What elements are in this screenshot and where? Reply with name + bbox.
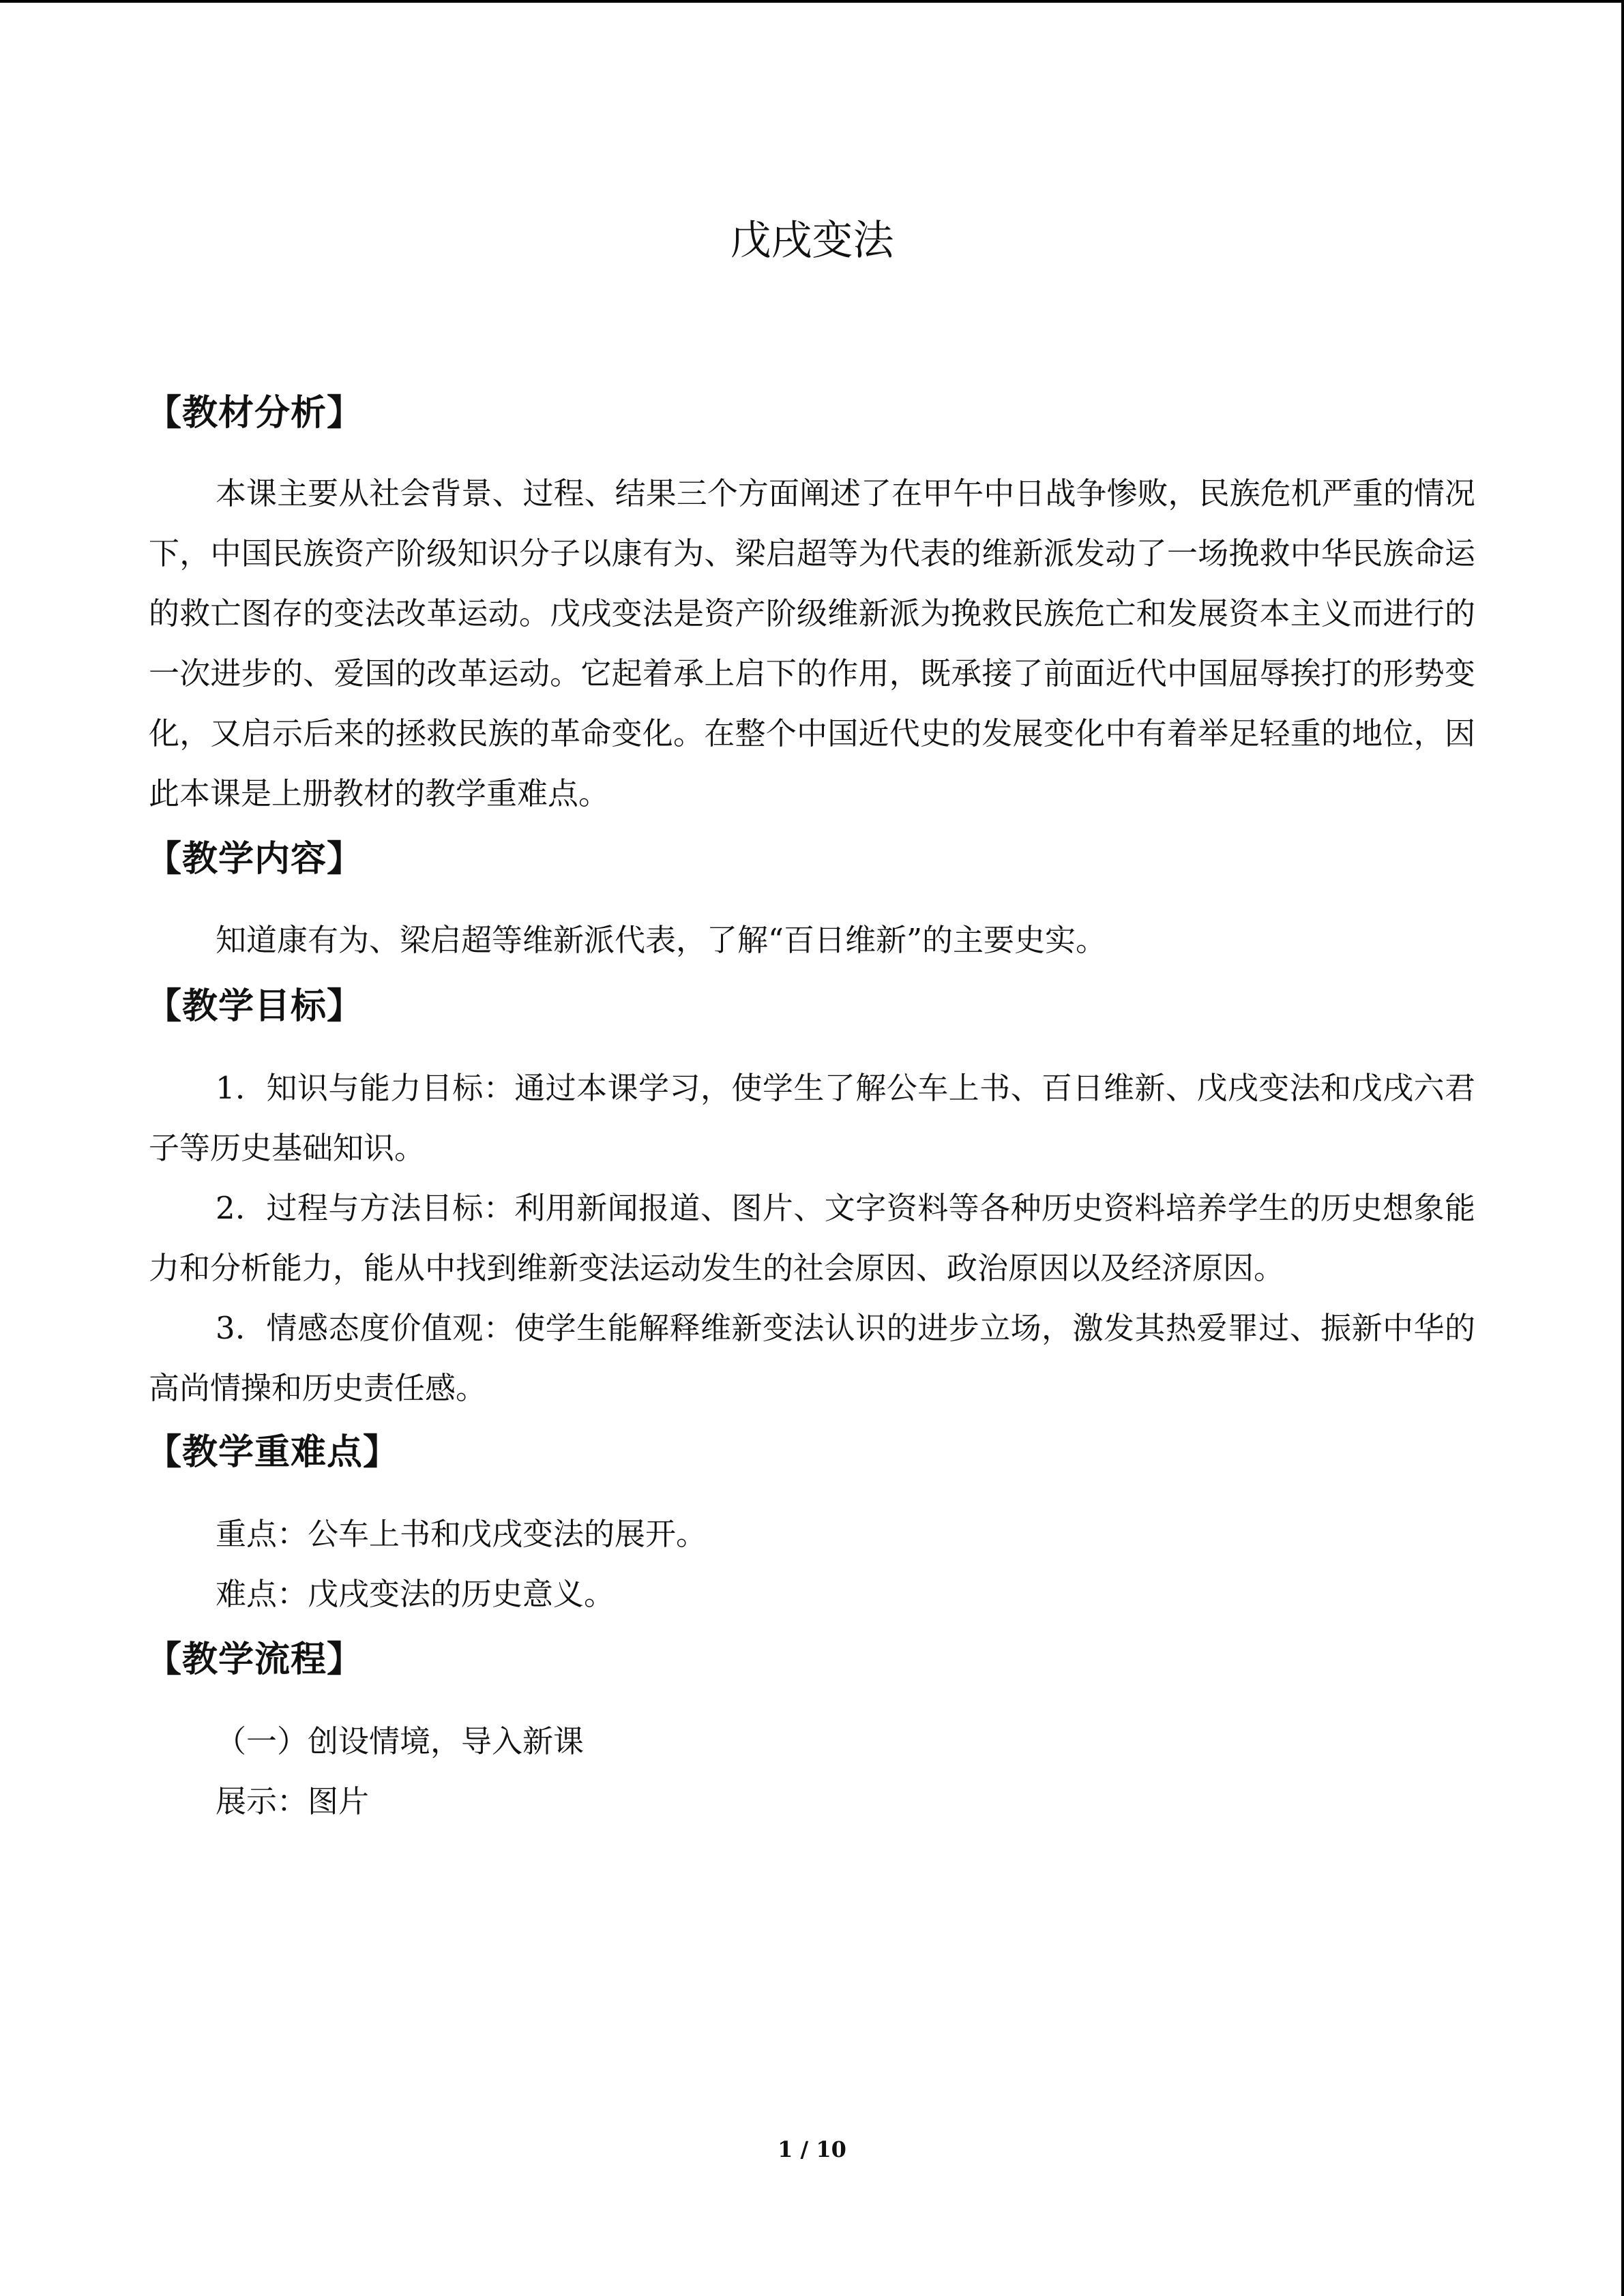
process-step-1: （一）创设情境，导入新课	[216, 1723, 585, 1759]
page-title: 戊戌变法	[730, 217, 894, 265]
page-border-right	[1621, 0, 1624, 2296]
process-show-images: 展示：图片	[216, 1783, 370, 1819]
page-number: 1 / 10	[778, 2136, 846, 2162]
paragraph-material-analysis: 本课主要从社会背景、过程、结果三个方面阐述了在甲午中日战争惨败，民族危机严重的情况下，中国民族资产阶级知识分子以康有为、梁启超等为代表的维新派发动了一场挽救中华民族命运的救亡图存的变法改革运动。戊戌变法是资产阶级维新派为挽救民族危亡和发展资本主义而进行的一次进步的、爱国的改革运动。它起着承上启下的作用，既承接了前面近代中国屈辱挨打的形势变化，又启示后来的拯救民族的革命变化。在整个中国近代史的发展变化中有着举足轻重的地位，因此本课是上册教材的教学重难点。	[149, 475, 1475, 811]
paragraph-teaching-content: 知道康有为、梁启超等维新派代表，了解“百日维新”的主要史实。	[216, 922, 1107, 958]
heading-teaching-content: 【教学内容】	[146, 839, 364, 880]
objective-item-1: 1．知识与能力目标：通过本课学习，使学生了解公车上书、百日维新、戊戌变法和戊戌六君子等历史基础知识。	[149, 1070, 1475, 1166]
page-border-top	[0, 0, 1624, 3]
heading-teaching-process: 【教学流程】	[146, 1639, 364, 1680]
objective-item-3: 3．情感态度价值观：使学生能解释维新变法认识的进步立场，激发其热爱罪过、振新中华的高尚情操和历史责任感。	[149, 1310, 1475, 1406]
objective-item-2: 2．过程与方法目标：利用新闻报道、图片、文字资料等各种历史资料培养学生的历史想象能力和分析能力，能从中找到维新变法运动发生的社会原因、政治原因以及经济原因。	[149, 1190, 1475, 1286]
key-point-focus: 重点：公车上书和戊戌变法的展开。	[216, 1516, 707, 1552]
heading-key-points: 【教学重难点】	[146, 1432, 400, 1473]
heading-material-analysis: 【教材分析】	[146, 393, 364, 434]
key-point-difficulty: 难点：戊戌变法的历史意义。	[216, 1576, 615, 1612]
heading-teaching-objectives: 【教学目标】	[146, 986, 364, 1027]
